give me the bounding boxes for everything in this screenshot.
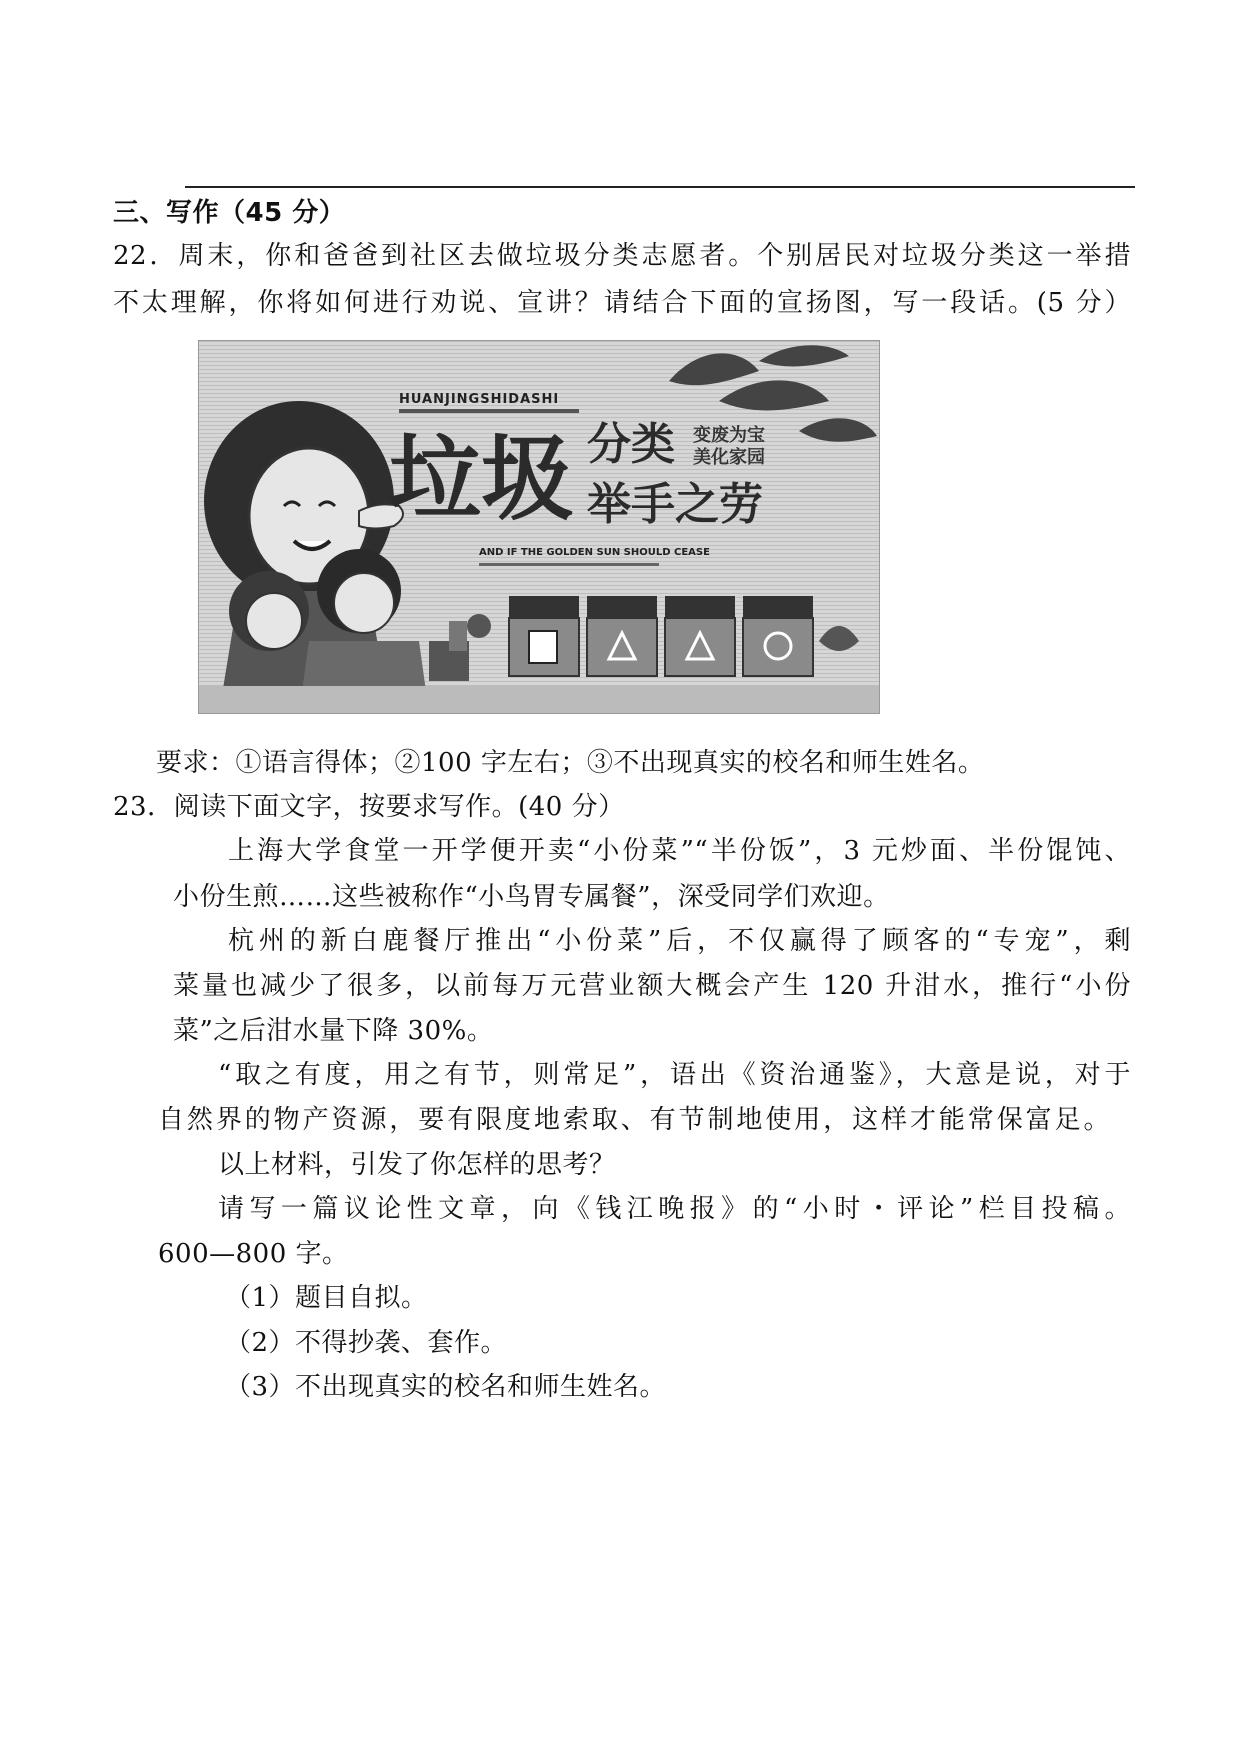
poster-pinyin: HUANJINGSHIDASHI xyxy=(399,392,560,407)
poster-title-main: 垃圾 xyxy=(389,426,574,533)
passage-2-line-3: 菜”之后泔水量下降 30%。 xyxy=(173,1016,494,1046)
question-22-line-1: 22．周末，你和爸爸到社区去做垃圾分类志愿者。个别居民对垃圾分类这一举措 xyxy=(113,241,1131,271)
poster-title-right-top: 分类 xyxy=(587,419,675,470)
prompt-question: 以上材料，引发了你怎样的思考？ xyxy=(218,1150,616,1180)
task-line-1: 请写一篇议论性文章，向《钱江晚报》的“小时・评论”栏目投稿。 xyxy=(218,1194,1131,1224)
passage-3-line-1: “取之有度，用之有节，则常足”，语出《资治通鉴》，大意是说，对于 xyxy=(218,1060,1131,1090)
requirement-1: （1）题目自拟。 xyxy=(225,1283,428,1313)
question-22-line-2: 不太理解，你将如何进行劝说、宣讲？请结合下面的宣扬图，写一段话。(5 分） xyxy=(113,288,1131,318)
passage-1-line-2: 小份生煎……这些被称作“小鸟胃专属餐”，深受同学们欢迎。 xyxy=(173,882,890,912)
poster-english: AND IF THE GOLDEN SUN SHOULD CEASE xyxy=(479,547,710,558)
poster-side-top: 变废为宝 xyxy=(693,425,765,446)
passage-2-line-1: 杭州的新白鹿餐厅推出“小份菜”后，不仅赢得了顾客的“专宠”，剩 xyxy=(228,926,1131,956)
garbage-sorting-poster xyxy=(198,340,880,714)
header-divider xyxy=(185,186,1135,188)
question-22-requirement: 要求：①语言得体；②100 字左右；③不出现真实的校名和师生姓名。 xyxy=(156,748,985,778)
section-heading: 三、写作（45 分） xyxy=(113,198,346,228)
passage-3-line-2: 自然界的物产资源，要有限度地索取、有节制地使用，这样才能常保富足。 xyxy=(158,1105,1110,1135)
poster-title-right-bottom: 举手之劳 xyxy=(587,479,763,530)
passage-2-line-2: 菜量也减少了很多，以前每万元营业额大概会产生 120 升泔水，推行“小份 xyxy=(173,971,1131,1001)
requirement-3: （3）不出现真实的校名和师生姓名。 xyxy=(225,1372,667,1402)
task-line-2: 600—800 字。 xyxy=(158,1239,349,1269)
poster-side-bottom: 美化家园 xyxy=(693,447,765,468)
question-23-intro: 23．阅读下面文字，按要求写作。(40 分） xyxy=(113,792,625,822)
requirement-2: （2）不得抄袭、套作。 xyxy=(225,1328,508,1358)
passage-1-line-1: 上海大学食堂一开学便开卖“小份菜”“半份饭”，3 元炒面、半份馄饨、 xyxy=(228,836,1131,866)
